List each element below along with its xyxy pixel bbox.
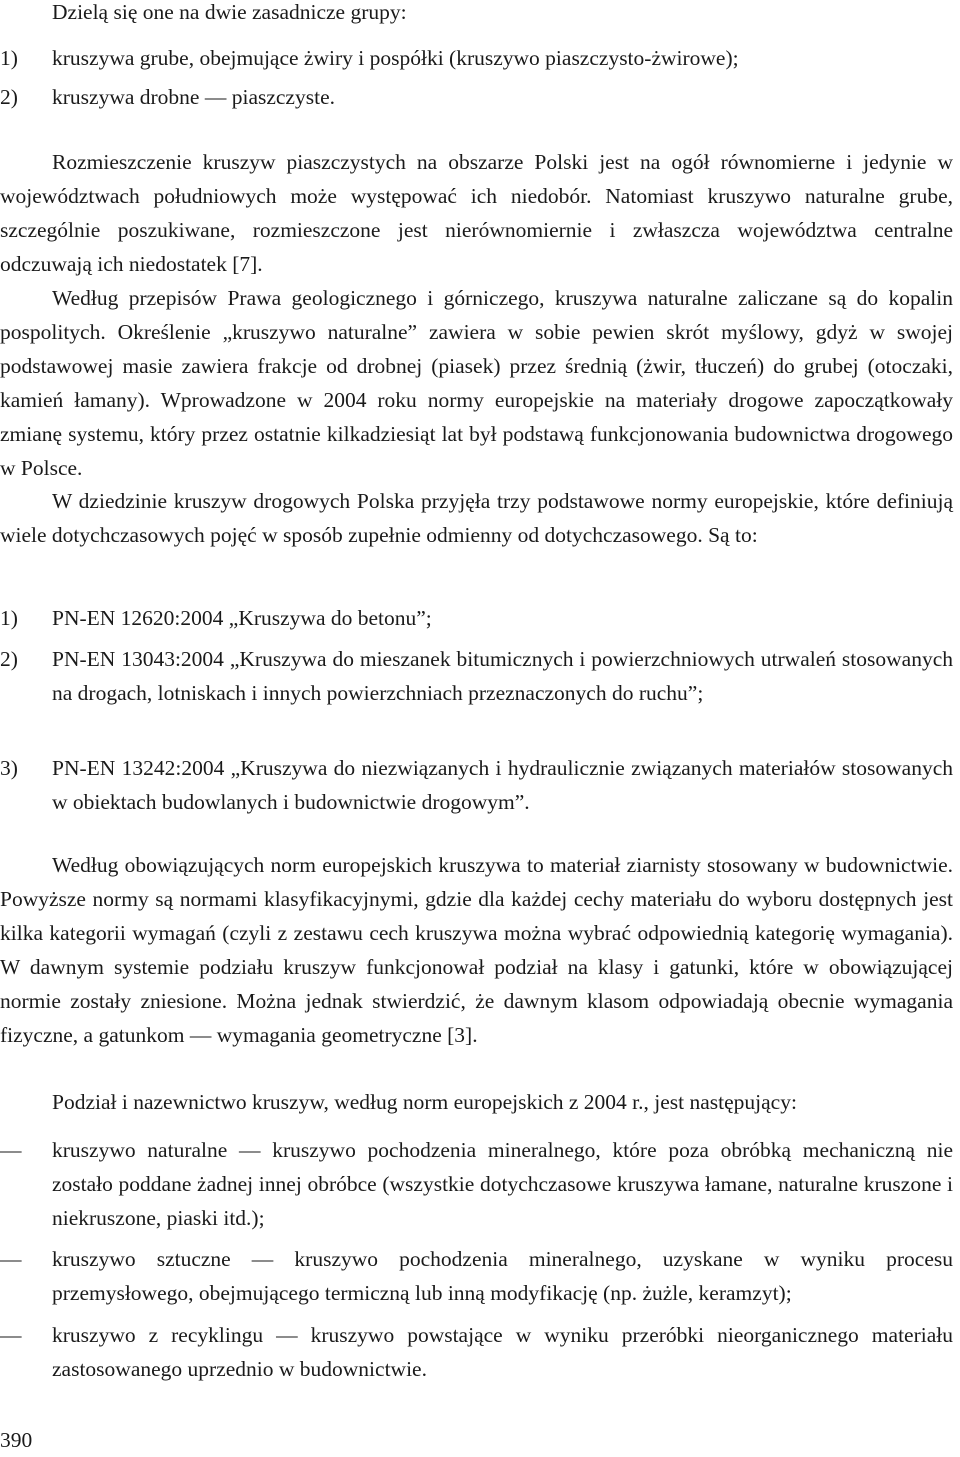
list-item-text: kruszywo z recyklingu — kruszywo powstające w wyniku przeróbki nieorganicznego materiału zastosowanego uprzednio w budownictwie. bbox=[52, 1323, 953, 1381]
list-marker: — bbox=[0, 1138, 22, 1162]
paragraph-distribution: Rozmieszczenie kruszyw piaszczystych na obszarze Polski jest na ogół równomierne i jedynie w województwach południowych może występować ich niedobór. Natomiast kruszywo naturalne grube, szczególnie poszukiwane, rozmieszczone jest nierównomiernie i zwłaszcza województwa centralne odczuwają ich niedostatek [7]. bbox=[0, 150, 953, 276]
paragraph-regulations: Według przepisów Prawa geologicznego i górniczego, kruszywa naturalne zaliczane są do kopalin pospolitych. Określenie „kruszywo naturalne” zawiera w sobie pewien skrót myślowy, gdyż w swojej podstawowej masie zawiera frakcje od drobnej (piasek) przez średnią (żwir, tłuczeń) do grubej (otoczaki, kamień łamany). Wprowadzone w 2004 roku normy europejskie na materiały drogowe zapoczątkowały zmianę systemu, który przez ostatnie kilkadziesiąt lat był podstawą funkcjonowania budownictwa drogowego w Polsce. bbox=[0, 286, 953, 480]
list-item-text: kruszywo naturalne — kruszywo pochodzenia mineralnego, które poza obróbką mechaniczną nie zostało poddane żadnej innej obróbce (wszystkie dotychczasowe kruszywa łamane, naturalne kruszone i niekruszone, piaski itd.); bbox=[52, 1138, 953, 1230]
list-item-text: PN-EN 12620:2004 „Kruszywa do betonu”; bbox=[52, 606, 432, 630]
type-item-artificial bbox=[0, 1242, 953, 1310]
list-marker: — bbox=[0, 1323, 22, 1347]
list-marker: 1) bbox=[0, 606, 18, 630]
list-item-text: kruszywa drobne — piaszczyste. bbox=[52, 85, 335, 109]
list-marker: — bbox=[0, 1247, 22, 1271]
list-marker: 1) bbox=[0, 46, 18, 70]
group-item-2 bbox=[0, 80, 953, 114]
norm-item-3 bbox=[0, 751, 953, 819]
intro-text: Dzielą się one na dwie zasadnicze grupy: bbox=[52, 0, 407, 24]
list-item-text: kruszywo sztuczne — kruszywo pochodzenia mineralnego, uzyskane w wyniku procesu przemysłowego, obejmującego termiczną lub inną modyfikację (np. żużle, keramzyt); bbox=[52, 1247, 953, 1305]
norm-item-2 bbox=[0, 642, 953, 710]
list-marker: 3) bbox=[0, 756, 18, 780]
page-number: 390 bbox=[0, 1428, 33, 1452]
group-item-1 bbox=[0, 41, 953, 75]
list-item-text: PN-EN 13043:2004 „Kruszywa do mieszanek bitumicznych i powierzchniowych utrwaleń stosowanych na drogach, lotniskach i innych powierzchniach przeznaczonych do ruchu”; bbox=[52, 647, 953, 705]
type-item-recycled bbox=[0, 1318, 953, 1386]
paragraph-standards-intro: W dziedzinie kruszyw drogowych Polska przyjęła trzy podstawowe normy europejskie, które definiują wiele dotychczasowych pojęć w sposób zupełnie odmienny od dotychczasowego. Są to: bbox=[0, 489, 953, 547]
list-item-text: kruszywa grube, obejmujące żwiry i pospółki (kruszywo piaszczysto-żwirowe); bbox=[52, 46, 739, 70]
type-item-natural bbox=[0, 1133, 953, 1235]
norm-item-1 bbox=[0, 601, 953, 635]
list-marker: 2) bbox=[0, 85, 18, 109]
paragraph-division-intro: Podział i nazewnictwo kruszyw, według norm europejskich z 2004 r., jest następujący: bbox=[52, 1090, 797, 1114]
list-item-text: PN-EN 13242:2004 „Kruszywa do niezwiązanych i hydraulicznie związanych materiałów stosowanych w obiektach budowlanych i budownictwie drogowym”. bbox=[52, 756, 953, 814]
list-marker: 2) bbox=[0, 647, 18, 671]
paragraph-definition: Według obowiązujących norm europejskich kruszywa to materiał ziarnisty stosowany w budownictwie. Powyższe normy są normami klasyfikacyjnymi, gdzie dla każdej cechy materiału do wyboru dostępnych jest kilka kategorii wymagań (czyli z zestawu cech kruszywa można wybrać odpowiednią kategorię wymagania). W dawnym systemie podziału kruszyw funkcjonował podział na klasy i gatunki, które w obowiązującej normie zostały zniesione. Można jednak stwierdzić, że dawnym klasom odpowiadają obecnie wymagania fizyczne, a gatunkom — wymagania geometryczne [3]. bbox=[0, 853, 953, 1047]
